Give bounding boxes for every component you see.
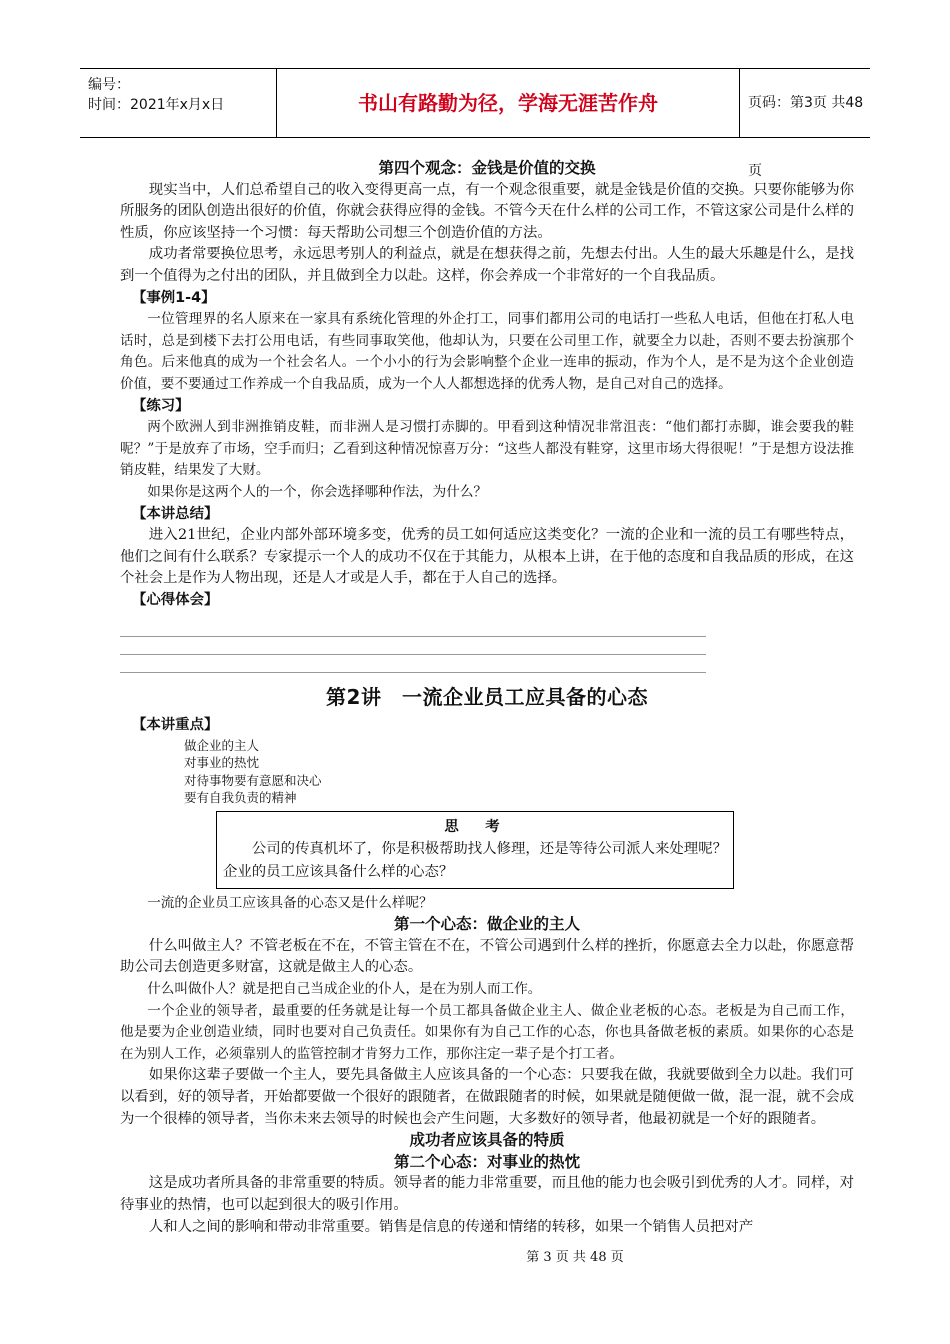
exercise-text: 两个欧洲人到非洲推销皮鞋，而非洲人是习惯打赤脚的。甲看到这种情况非常沮丧：“他们都打赤脚，谁会要我的鞋呢？”于是放弃了市场，空手而归；乙看到这种情况惊喜万分：“这些人都没有鞋穿，这里市场大得很呢！”于是想方设法推销皮鞋，结果发了大财。: [120, 419, 854, 479]
think-box: [216, 811, 734, 889]
case-text: 一位管理界的名人原来在一家具有系统化管理的外企打工，同事们都用公司的电话打一些私人电话，但他在打私人电话时，总是到楼下去打公用电话，有些同事取笑他，他却认为，只要在公司里工作，就要全力以赴，否则不要去扮演那个角色。后来他真的成为一个社会名人。一个小小的行为会影响整个企业一连串的振动，作为个人，是不是为这个企业创造价值，要不要通过工作养成一个自我品质，成为一个人人都想选择的优秀人物，是自己对自己的选择。: [120, 311, 854, 392]
header-page-label: 页码：第3页 共48页: [748, 95, 864, 179]
key-point: 对待事物要有意愿和决心: [184, 772, 322, 788]
header-left-cell: [88, 75, 224, 115]
time-label: 时间：2021年x月x日: [88, 97, 225, 113]
mindset1-paragraph-3: 一个企业的领导者，最重要的任务就是让每一个员工都具备做企业主人、做企业老板的心态。老板是为自己而工作，他是要为企业创造业绩，同时也要对自己负责任。如果你有为自己工作的心态，你也具备做老板的素质。如果你的心态是在为别人工作，必须靠别人的监管控制才肯努力工作，那你注定一辈子是个打工者。: [120, 1002, 854, 1062]
section4-paragraph-2: 成功者常要换位思考，永远思考别人的利益点，就是在想获得之前，先想去付出。人生的最大乐趣是什么，是找到一个值得为之付出的团队，并且做到全力以赴。这样，你会养成一个非常好的一个自我品质。: [120, 246, 854, 284]
page-footer: [0, 1246, 950, 1265]
trait-title: 成功者应该具备的特质: [409, 1131, 565, 1150]
notes-line: [120, 655, 706, 673]
case-label: 【事例1-4】: [132, 289, 216, 306]
think-title: 思 考: [444, 818, 506, 835]
notes-line: [120, 637, 706, 655]
mindset1-paragraph-2: 什么叫做仆人？就是把自己当成企业的仆人，是在为别人而工作。: [147, 981, 542, 998]
mindset2-paragraph-2: 人和人之间的影响和带动非常重要。销售是信息的传递和情绪的转移，如果一个销售人员把对产: [148, 1218, 754, 1235]
lecture2-title: 第2讲 一流企业员工应具备的心态: [326, 685, 648, 710]
key-point: 要有自我负责的精神: [184, 790, 297, 806]
mindset1-paragraph-1: 什么叫做主人？不管老板在不在，不管主管在不在，不管公司遇到什么样的挫折，你愿意去全力以赴，你愿意帮助公司去创造更多财富，这就是做主人的心态。: [120, 937, 854, 976]
key-point: 对事业的热忱: [184, 755, 260, 771]
key-point: 做企业的主人: [184, 737, 260, 753]
page-content: [120, 158, 854, 1238]
mindset1-title: 第一个心态：做企业的主人: [393, 915, 580, 934]
exercise-question: 如果你是这两个人的一个，你会选择哪种作法，为什么？: [147, 483, 488, 500]
notes-lines: [120, 619, 706, 673]
mindset2-paragraph-1: 这是成功者所具备的非常重要的特质。领导者的能力非常重要，而且他的能力也会吸引到优秀的人才。同样，对待事业的热情，也可以起到很大的吸引作用。: [120, 1175, 854, 1213]
summary-text: 进入21世纪，企业内部外部环境多变，优秀的员工如何适应这类变化？一流的企业和一流的员工有哪些特点，他们之间有什么联系？专家提示一个人的成功不仅在于其能力，从根本上讲，在于他的态度和自我品质的形成，在这个社会上是作为人物出现，还是人才或是人手，都在于人自己的选择。: [120, 527, 854, 587]
summary-label: 【本讲总结】: [132, 505, 219, 522]
notes-line: [120, 619, 706, 637]
exercise-label: 【练习】: [132, 397, 190, 414]
key-points-list: [120, 737, 854, 807]
think-text: 公司的传真机坏了，你是积极帮助找人修理，还是等待公司派人来处理呢？企业的员工应该具备什么样的心态？: [223, 840, 727, 880]
mindset1-paragraph-4: 如果你这辈子要做一个主人，要先具备做主人应该具备的一个心态：只要我在做，我就要做到全力以赴。我们可以看到，好的领导者，开始都要做一个很好的跟随者，在做跟随者的时候，如果就是随便做一做，混一混，就不会成为一个很棒的领导者，当你未来去领导的时候也会产生问题，大多数好的领导者，他最初就是一个好的跟随者。: [120, 1067, 854, 1127]
section4-title: 第四个观念：金钱是价值的交换: [378, 159, 596, 177]
section4-paragraph-1: 现实当中，人们总希望自己的收入变得更高一点，有一个观念很重要，就是金钱是价值的交换。只要你能够为你所服务的团队创造出很好的价值，你就会获得应得的金钱。不管今天在什么样的公司工作，不管这家公司是什么样的性质，你应该坚持一个习惯：每天帮助公司想三个创造价值的方法。: [120, 181, 854, 241]
footer-page-number: 第 3 页 共 48 页: [526, 1250, 624, 1265]
mindset2-title: 第二个心态：对事业的热忱: [393, 1152, 580, 1171]
header-motto: 书山有路勤为径，学海无涯苦作舟: [276, 69, 740, 137]
key-points-label: 【本讲重点】: [132, 717, 219, 734]
lecture2-intro: 一流的企业员工应该具备的心态又是什么样呢？: [147, 894, 433, 911]
notes-label: 【心得体会】: [132, 591, 219, 608]
number-label: 编号：: [88, 77, 130, 93]
